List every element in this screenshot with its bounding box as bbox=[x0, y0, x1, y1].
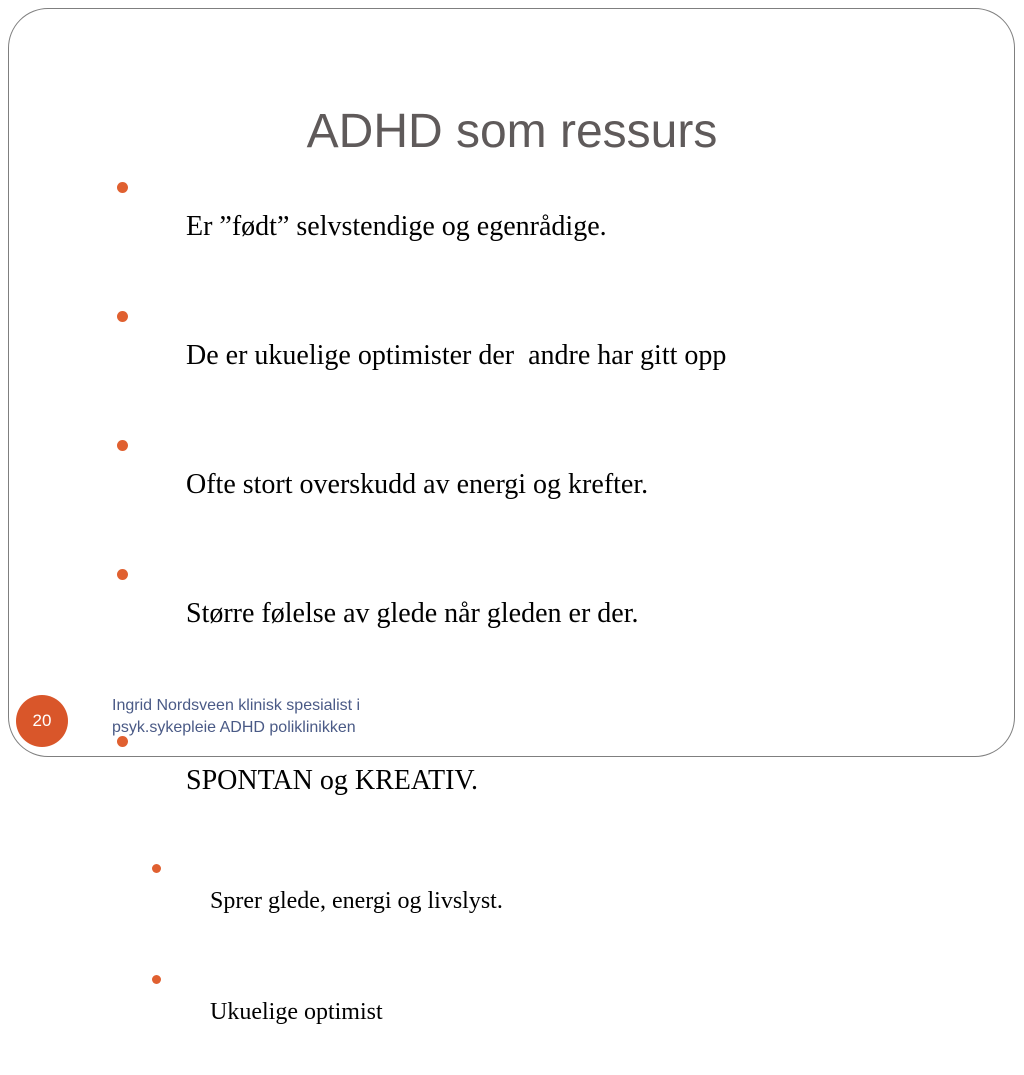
bullet-list bbox=[114, 170, 974, 1075]
footer-line-2: psyk.sykepleie ADHD poliklinikken bbox=[112, 719, 356, 736]
sub-bullet-item bbox=[114, 853, 974, 949]
bullet-dot-icon bbox=[117, 182, 128, 193]
bullet-text: De er ukuelige optimister der andre har gitt opp bbox=[186, 340, 727, 371]
sub-bullet-text: Sprer glede, energi og livslyst. bbox=[210, 888, 503, 914]
sub-bullet-text: Ukuelige optimist bbox=[210, 999, 383, 1025]
page-number-badge: 20 bbox=[16, 695, 68, 747]
footer-line-1: Ingrid Nordsveen klinisk spesialist i bbox=[112, 697, 361, 714]
bullet-item bbox=[114, 557, 974, 671]
bullet-item bbox=[114, 428, 974, 542]
sub-bullet-dot-icon bbox=[152, 975, 161, 984]
bullet-text: SPONTAN og KREATIV. bbox=[186, 765, 479, 796]
bullet-dot-icon bbox=[117, 311, 128, 322]
bullet-item bbox=[114, 170, 974, 284]
bullet-item bbox=[114, 724, 974, 838]
bullet-dot-icon bbox=[117, 569, 128, 580]
bullet-text: Ofte stort overskudd av energi og krefter. bbox=[186, 469, 649, 500]
bullet-text: Er ”født” selvstendige og egenrådige. bbox=[186, 211, 607, 242]
bullet-item bbox=[114, 299, 974, 413]
footer-text bbox=[112, 695, 472, 739]
slide-title: ADHD som ressurs bbox=[306, 105, 718, 158]
sub-bullet-dot-icon bbox=[152, 864, 161, 873]
sub-bullet-item bbox=[114, 964, 974, 1060]
bullet-text: Større følelse av glede når gleden er der. bbox=[186, 598, 639, 629]
bullet-dot-icon bbox=[117, 440, 128, 451]
